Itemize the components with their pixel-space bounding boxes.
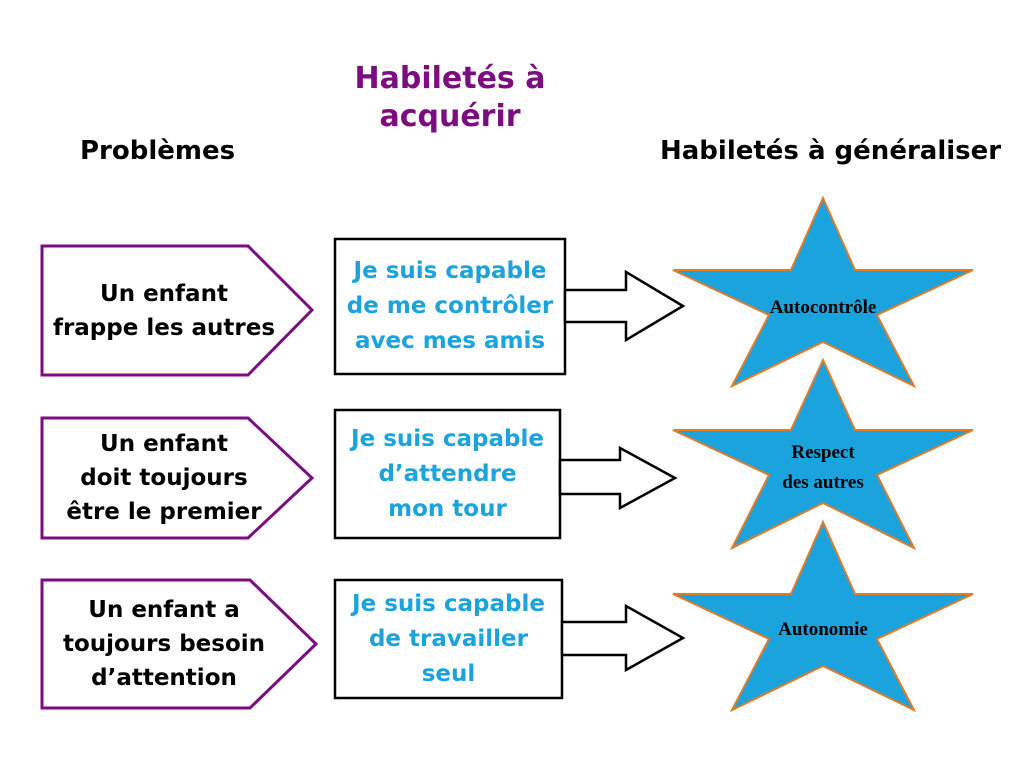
problem-text-3: Un enfant a toujours besoin d’attention [62,597,266,691]
arrow-right-icon [565,272,683,340]
star-label-3: Autonomie [778,619,868,640]
problems-heading: Problèmes [80,136,236,166]
skills-to-acquire-heading: Habiletés à acquérir [354,61,546,134]
star-label-1: Autocontrôle [769,297,877,318]
arrow-right-icon [562,606,683,670]
arrow-right-icon [560,448,675,508]
star-label-2: Respect des autres [782,442,864,493]
skill-text-3: Je suis capable de travailler seul [352,590,545,687]
skills-to-generalize-heading: Habiletés à généraliser [660,136,1002,166]
skill-text-1: Je suis capable de me contrôler avec mes amis [346,258,554,354]
problem-text-1: Un enfant frappe les autres [52,280,276,341]
skill-text-2: Je suis capable d’attendre mon tour [351,425,544,522]
problem-text-2: Un enfant doit toujours être le premier [66,431,262,525]
